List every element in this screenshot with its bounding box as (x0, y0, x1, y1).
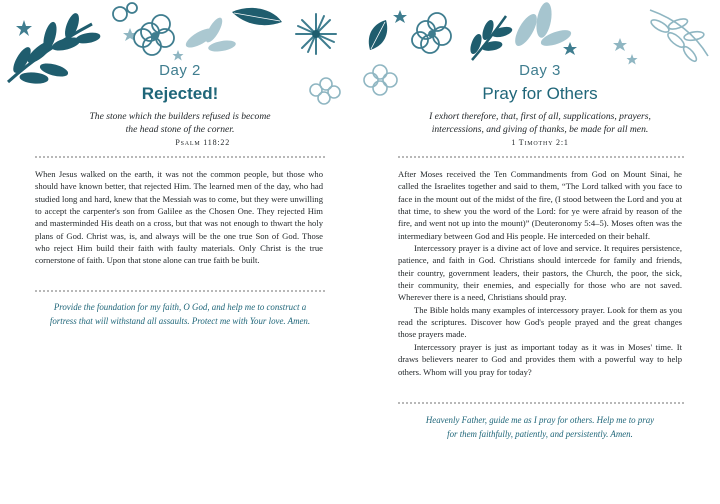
day-title: Rejected! (141, 84, 219, 103)
verse-reference: Psalm 118:22 (175, 138, 230, 147)
devotional-body (35, 168, 323, 267)
devotional-body (398, 168, 682, 378)
dotted-divider (398, 402, 684, 404)
verse-line: The stone which the builders refused is become (89, 111, 271, 122)
soft-leaf-icon (183, 15, 237, 53)
day-label: Day 3 (519, 62, 561, 79)
prayer-line: Provide the foundation for my faith, O God, and help me to construct a (53, 302, 307, 312)
outline-fern-icon (649, 10, 708, 63)
closing-prayer (400, 413, 680, 441)
verse-line: I exhort therefore, that, first of all, supplications, prayers, (429, 111, 651, 122)
flower-icon (412, 13, 451, 53)
prayer-line: fortress that will withstand all assaults. Protect me with Your love. Amen. (49, 316, 311, 326)
day-title: Pray for Others (482, 84, 598, 103)
day-label: Day 2 (159, 62, 201, 79)
verse-line: intercessions, and giving of thanks, be made for all men. (431, 124, 649, 135)
body-paragraph: Intercessory prayer is just as important today as it was in Moses' time. It draws believers nearer to God and provides them with a powerful way to help others. Whom will you pray for today? (398, 341, 682, 377)
body-paragraph: After Moses received the Ten Commandments from God on Mount Sinai, he called the Israelites together and said to them, “The Lord talked with you face to face in the mount out of the midst of the fire, (I stood between the Lord and you at that time, to shew you the word of the Lord: for ye were afraid by reason of the fire, and went not up into the mount)” (Deuteronomy 5:4–5). Moses often was the intermediary between God and His people. He interceded on their behalf. (398, 169, 682, 241)
scripture-verse (388, 110, 692, 136)
leaf-branch-icon (469, 16, 513, 60)
soft-leaf-icon (511, 1, 573, 49)
flower-icon (113, 3, 174, 55)
prayer-line: for them faithfully, patiently, and persistently. Amen. (447, 429, 633, 439)
dotted-divider (35, 290, 325, 292)
prayer-line: Heavenly Father, guide me as I pray for others. Help me to pray (425, 415, 655, 425)
dotted-divider (398, 156, 684, 158)
fern-leaf-icon (369, 20, 387, 50)
scripture-verse (40, 110, 320, 136)
dotted-divider (35, 156, 325, 158)
verse-line: the head stone of the corner. (125, 124, 235, 135)
right-page (360, 0, 720, 504)
body-paragraph: Intercessory prayer is a divine act of love and service. It requires persistence, patience, and faith in God. Christians should intercede for family and friends, their country, government leaders, their pastors, the Church, the poor, the sick, their community, their enemies, and especially for those who are not saved. Wherever there is a need, Christians should pray. (398, 243, 682, 303)
verse-reference: 1 Timothy 2:1 (511, 138, 569, 147)
body-paragraph: The Bible holds many examples of intercessory prayer. Look for them as you read the scriptures. Discover how God's people prayed and the great changes those prayers made. (398, 304, 682, 340)
body-paragraph: When Jesus walked on the earth, it was not the common people, but those who should have known better, that rejected Him. The learned men of the day, who had studied long and hard, knew that the Messiah was to come, but they were unwilling to accept the carpenter's son from Galilee as the Chosen One. They rejected Him and masterminded His death on a cross, but that was not enough to thwart the holy plans of God. Christ was, is, and always will be the one true Son of God. Those who reject Him build their faith with faulty materials. Only Christ is the true cornerstone of faith. Upon that stone alone can true faith be built. (35, 169, 323, 266)
fern-leaf-icon (232, 8, 282, 25)
closing-prayer (30, 300, 330, 328)
